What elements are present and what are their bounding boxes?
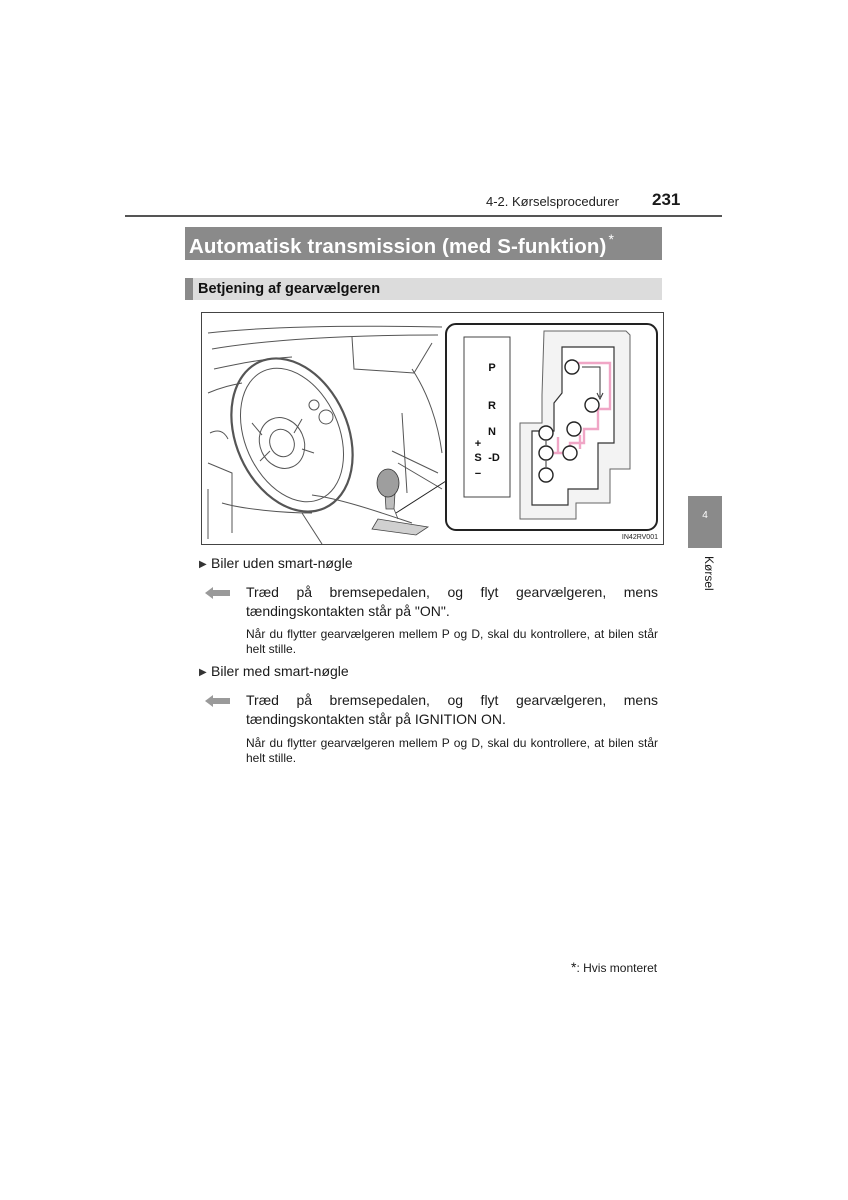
gate-label-r: R: [488, 400, 496, 412]
gear-selector-figure: [201, 312, 664, 545]
gate-label-panel: [464, 337, 510, 497]
subheading-bar: [185, 278, 662, 300]
gate-label-minus: −: [474, 468, 482, 480]
bullet-triangle-icon: ▶: [199, 667, 207, 678]
instruction-text: Træd på bremsepedalen, og flyt gearvælgeren, mens tændingskontakten står på IGNITION ON.: [246, 692, 658, 727]
chapter-label: [689, 556, 719, 606]
chapter-number: 4: [702, 510, 708, 521]
page-number: 231: [652, 190, 681, 209]
instruction-text: Træd på bremsepedalen, og flyt gearvælgeren, mens tændingskontakten står på "ON".: [246, 584, 658, 619]
instruction-note: Når du flytter gearvælgeren mellem P og D, skal du kontrollere, at bilen står helt stille.: [246, 627, 658, 656]
section-heading-with-key: [199, 663, 349, 679]
title-asterisk: *: [608, 231, 615, 247]
gate-position-r: [585, 398, 599, 412]
arrow-left-icon: [205, 586, 230, 600]
gate-label-n: N: [488, 426, 496, 438]
gate-label-plus: +: [474, 438, 482, 450]
gate-position-d: [563, 446, 577, 460]
chapter-tab: [688, 496, 722, 548]
gate-label-p: P: [488, 362, 496, 374]
figure-code: IN42RV001: [621, 534, 658, 541]
gate-position-p: [565, 360, 579, 374]
footnote: [571, 959, 657, 975]
page-title-text: Automatisk transmission (med S-funktion): [189, 235, 607, 258]
gate-label-s: S: [474, 452, 482, 464]
section-heading-text: Biler med smart-nøgle: [211, 663, 349, 679]
arrow-left-icon: [205, 694, 230, 708]
bullet-triangle-icon: ▶: [199, 559, 207, 570]
subheading: Betjening af gearvælgeren: [198, 281, 381, 297]
gate-label-d: -D: [488, 452, 500, 464]
gate-position-s: [539, 446, 553, 460]
car-interior-drawing: [208, 326, 442, 544]
gate-position-minus: [539, 468, 553, 482]
chapter-label-text: Kørsel: [702, 556, 716, 591]
page-title: [189, 231, 614, 259]
subheading-accent: [185, 278, 193, 300]
gear-knob-drawing: [372, 469, 446, 535]
footnote-text: : Hvis monteret: [576, 961, 658, 975]
running-head: 4-2. Kørselsprocedurer: [486, 194, 619, 209]
title-bar: [185, 227, 662, 260]
gate-position-n: [567, 422, 581, 436]
section-heading-text: Biler uden smart-nøgle: [211, 555, 353, 571]
footnote-asterisk: *: [571, 959, 577, 975]
section-heading-without-key: [199, 555, 353, 571]
gear-selector-illustration: [202, 313, 663, 544]
instruction-note: Når du flytter gearvælgeren mellem P og D, skal du kontrollere, at bilen står helt stille.: [246, 736, 658, 765]
header-rule: [125, 215, 722, 217]
gate-position-plus: [539, 426, 553, 440]
